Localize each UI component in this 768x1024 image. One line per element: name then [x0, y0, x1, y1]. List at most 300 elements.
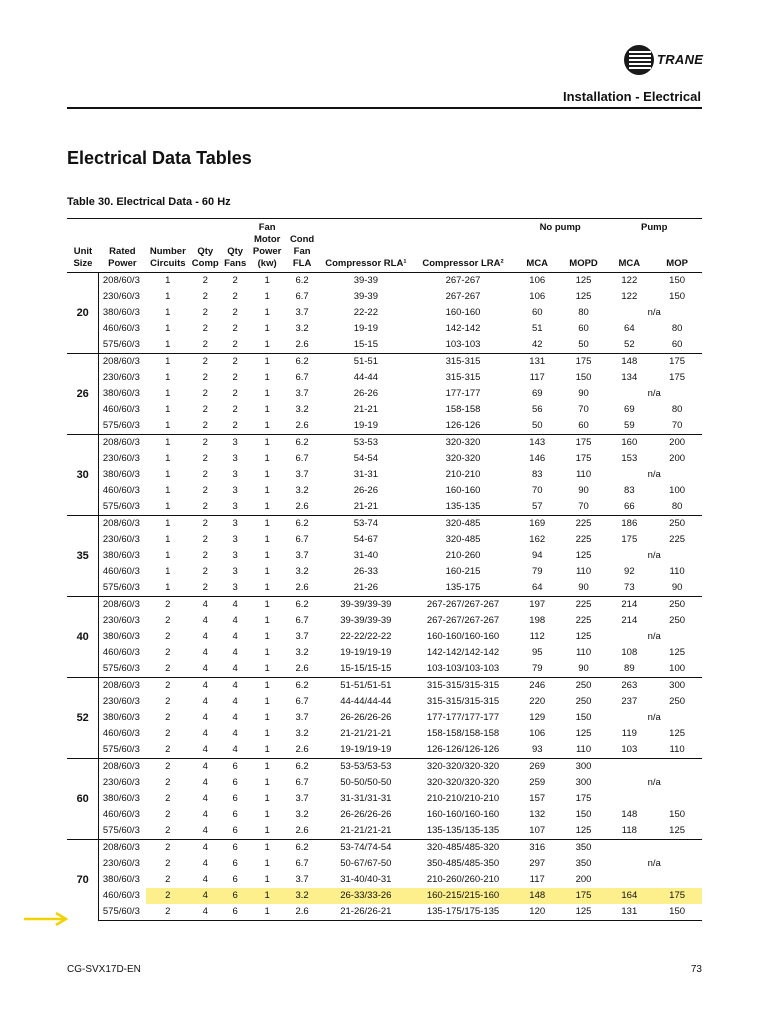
page-number: 73 — [690, 964, 702, 975]
section-title: Installation - Electrical — [563, 89, 701, 104]
table-row — [67, 823, 702, 840]
table-row — [67, 483, 702, 499]
no-pump-mca-cell: 107 — [529, 825, 546, 836]
rated-power-cell: 575/60/3 — [102, 501, 140, 512]
cond-fan-fla-cell: 6.7 — [295, 858, 309, 869]
compressor-lra-cell: 210-210/210-210 — [426, 793, 500, 804]
no-pump-mopd-cell: 150 — [575, 372, 592, 383]
no-pump-mca-cell: 129 — [529, 712, 546, 723]
qty-comp-cell: 4 — [202, 874, 208, 885]
compressor-rla-cell: 31-40/40-31 — [340, 874, 392, 885]
table-row — [67, 386, 702, 402]
rated-power-cell: 575/60/3 — [99, 904, 146, 921]
no-pump-mca-cell: 79 — [531, 663, 543, 674]
compressor-rla-cell: 19-19/19-19 — [340, 647, 392, 658]
no-pump-mopd-cell: 175 — [575, 793, 592, 804]
compressor-lra-cell: 160-160/160-160 — [426, 809, 500, 820]
circuits-cell: 2 — [146, 840, 190, 857]
unit-size-group — [67, 759, 702, 840]
table-row — [67, 872, 702, 888]
pump-mca-cell: 131 — [606, 904, 652, 921]
unit-size-group — [67, 678, 702, 759]
cond-fan-fla-cell: 6.2 — [285, 354, 320, 371]
compressor-lra-cell: 267-267 — [445, 291, 481, 302]
rated-power-cell: 460/60/3 — [102, 404, 140, 415]
cond-fan-fla-cell: 3.2 — [295, 323, 309, 334]
pump-mca-cell: 122 — [606, 273, 652, 290]
no-pump-mopd-cell: 300 — [561, 759, 607, 776]
pump-mca-cell: 214 — [606, 597, 652, 614]
compressor-lra-cell: 320-320/320-320 — [426, 777, 500, 788]
compressor-lra-cell: 177-177 — [445, 388, 481, 399]
qty-comp-cell: 4 — [202, 728, 208, 739]
no-pump-mca-cell: 220 — [529, 696, 546, 707]
rated-power-cell: 575/60/3 — [102, 420, 140, 431]
fan-motor-power-cell: 1 — [264, 307, 270, 318]
qty-comp-cell: 2 — [190, 273, 221, 290]
table-row — [67, 888, 702, 904]
qty-comp-cell: 2 — [190, 516, 221, 533]
fan-motor-power-cell: 1 — [264, 825, 270, 836]
qty-fans-cell: 6 — [232, 777, 238, 788]
fan-motor-power-cell: 1 — [250, 840, 285, 857]
col-qty-comp: Qty Comp — [190, 219, 221, 273]
no-pump-mca-cell: 117 — [529, 874, 545, 885]
table-row — [67, 516, 702, 533]
circuits-cell: 1 — [165, 404, 171, 415]
no-pump-mca-cell: 83 — [531, 469, 543, 480]
compressor-lra-cell: 267-267/267-267 — [412, 597, 514, 614]
no-pump-mca-cell: 131 — [514, 354, 561, 371]
circuits-cell: 1 — [165, 453, 171, 464]
page-title: Electrical Data Tables — [67, 148, 252, 168]
compressor-rla-cell: 50-67/67-50 — [340, 858, 392, 869]
rated-power-cell: 380/60/3 — [102, 307, 140, 318]
circuits-cell: 2 — [165, 615, 171, 626]
qty-fans-cell: 3 — [232, 485, 238, 496]
no-pump-mopd-cell: 110 — [575, 469, 592, 480]
qty-fans-cell: 6 — [232, 793, 238, 804]
fan-motor-power-cell: 1 — [264, 809, 270, 820]
pump-na-cell: n/a — [647, 777, 661, 788]
compressor-rla-cell: 39-39/39-39 — [340, 615, 392, 626]
no-pump-mopd-cell: 110 — [575, 647, 592, 658]
rated-power-cell: 208/60/3 — [99, 759, 146, 776]
table-row — [67, 661, 702, 678]
cond-fan-fla-cell: 3.7 — [295, 712, 309, 723]
cond-fan-fla-cell: 3.2 — [295, 728, 309, 739]
pump-na-cell: n/a — [647, 631, 661, 642]
pump-na-cell: n/a — [647, 388, 661, 399]
fan-motor-power-cell: 1 — [264, 631, 270, 642]
pump-mop-cell: 225 — [669, 534, 686, 545]
circuits-cell: 2 — [146, 904, 190, 921]
fan-motor-power-cell: 1 — [264, 874, 270, 885]
table-row — [67, 597, 702, 614]
compressor-lra-cell: 320-485 — [412, 516, 514, 533]
table-row — [67, 645, 702, 661]
cond-fan-fla-cell: 6.2 — [285, 840, 320, 857]
cond-fan-fla-cell: 2.6 — [295, 744, 309, 755]
no-pump-mopd-cell: 175 — [575, 453, 592, 464]
cond-fan-fla-cell: 6.2 — [285, 516, 320, 533]
compressor-rla-cell: 21-21/21-21 — [340, 728, 392, 739]
no-pump-mca-cell: 70 — [531, 485, 543, 496]
fan-motor-power-cell: 1 — [264, 485, 270, 496]
compressor-rla-cell: 31-31 — [353, 469, 378, 480]
table-row — [67, 273, 702, 290]
compressor-lra-cell: 160-160/160-160 — [426, 631, 500, 642]
unit-size-group — [67, 516, 702, 597]
rated-power-cell: 575/60/3 — [102, 744, 140, 755]
rated-power-cell: 208/60/3 — [99, 354, 146, 371]
pump-na-cell: n/a — [647, 858, 661, 869]
cond-fan-fla-cell: 3.7 — [295, 874, 309, 885]
cond-fan-fla-cell: 3.2 — [295, 647, 309, 658]
compressor-rla-cell: 21-21 — [353, 501, 378, 512]
qty-fans-cell: 4 — [232, 647, 238, 658]
fan-motor-power-cell: 1 — [264, 469, 270, 480]
no-pump-mopd-cell: 250 — [561, 678, 607, 695]
no-pump-mopd-cell: 175 — [561, 354, 607, 371]
circuits-cell: 1 — [146, 273, 190, 290]
pump-mop-cell: 125 — [669, 647, 686, 658]
pump-mca-cell: 122 — [621, 291, 638, 302]
cond-fan-fla-cell: 6.7 — [295, 534, 309, 545]
table-row — [67, 451, 702, 467]
qty-fans-cell: 3 — [221, 516, 250, 533]
no-pump-mca-cell: 269 — [514, 759, 561, 776]
qty-fans-cell: 3 — [232, 453, 238, 464]
no-pump-mopd-cell: 175 — [561, 888, 607, 904]
fan-motor-power-cell: 1 — [250, 678, 285, 695]
no-pump-mopd-cell: 300 — [575, 777, 592, 788]
no-pump-mopd-cell: 110 — [575, 744, 592, 755]
pump-mop-cell: 80 — [671, 323, 683, 334]
pump-mop-cell: 150 — [652, 904, 702, 921]
fan-motor-power-cell: 1 — [264, 744, 270, 755]
qty-fans-cell: 6 — [221, 840, 250, 857]
qty-comp-cell: 4 — [202, 647, 208, 658]
qty-comp-cell: 2 — [202, 582, 208, 593]
pump-mop-cell: 150 — [669, 809, 686, 820]
fan-motor-power-cell: 1 — [264, 663, 270, 674]
qty-fans-cell: 6 — [232, 809, 238, 820]
compressor-lra-cell: 350-485/485-350 — [426, 858, 500, 869]
pump-na-cell: n/a — [647, 550, 661, 561]
qty-comp-cell: 2 — [202, 420, 208, 431]
circuits-cell: 1 — [146, 516, 190, 533]
qty-fans-cell: 4 — [221, 597, 250, 614]
qty-fans-cell: 6 — [221, 904, 250, 921]
qty-fans-cell: 4 — [232, 696, 238, 707]
no-pump-mca-cell: 79 — [531, 566, 543, 577]
fan-motor-power-cell: 1 — [264, 728, 270, 739]
qty-comp-cell: 4 — [202, 777, 208, 788]
qty-fans-cell: 3 — [232, 550, 238, 561]
pump-mca-cell: 52 — [624, 339, 635, 350]
circuits-cell: 1 — [165, 485, 171, 496]
pump-mca-cell: 153 — [621, 453, 638, 464]
cond-fan-fla-cell: 6.2 — [285, 759, 320, 776]
no-pump-mca-cell: 148 — [514, 888, 561, 904]
table-row — [67, 678, 702, 695]
no-pump-mca-cell: 169 — [514, 516, 561, 533]
compressor-lra-cell: 135-135/135-135 — [426, 825, 500, 836]
compressor-lra-cell: 160-160 — [445, 307, 481, 318]
circuits-cell: 2 — [165, 825, 171, 836]
compressor-rla-cell: 19-19/19-19 — [340, 744, 392, 755]
compressor-rla-cell: 15-15 — [353, 339, 378, 350]
col-group-no-pump: No pump — [514, 219, 607, 249]
compressor-rla-cell: 53-74/74-54 — [320, 840, 413, 857]
cond-fan-fla-cell: 6.7 — [295, 453, 309, 464]
qty-fans-cell: 4 — [232, 728, 238, 739]
cond-fan-fla-cell: 3.2 — [295, 809, 309, 820]
pump-mop-cell: 150 — [669, 291, 686, 302]
cond-fan-fla-cell: 2.6 — [295, 825, 309, 836]
no-pump-mca-cell: 106 — [514, 273, 561, 290]
unit-size-group — [67, 840, 702, 921]
fan-motor-power-cell: 1 — [250, 516, 285, 533]
col-no-pump-mopd: MOPD — [561, 248, 607, 272]
rated-power-cell: 230/60/3 — [102, 372, 140, 383]
rated-power-cell: 208/60/3 — [99, 516, 146, 533]
fan-motor-power-cell: 1 — [264, 372, 270, 383]
table-row — [67, 402, 702, 418]
rated-power-cell: 380/60/3 — [102, 631, 140, 642]
rated-power-cell: 230/60/3 — [102, 291, 140, 302]
no-pump-mopd-cell: 225 — [561, 516, 607, 533]
rated-power-cell: 460/60/3 — [102, 809, 140, 820]
compressor-rla-cell: 22-22/22-22 — [340, 631, 392, 642]
no-pump-mopd-cell: 200 — [575, 874, 592, 885]
compressor-lra-cell: 103-103/103-103 — [426, 663, 500, 674]
no-pump-mca-cell: 297 — [529, 858, 546, 869]
no-pump-mopd-cell: 90 — [578, 388, 589, 399]
pump-mop-cell: 125 — [669, 825, 686, 836]
qty-comp-cell: 2 — [202, 566, 208, 577]
no-pump-mca-cell: 51 — [531, 323, 543, 334]
pump-mca-cell: 214 — [621, 615, 638, 626]
qty-comp-cell: 4 — [202, 744, 208, 755]
pump-mop-cell — [652, 791, 702, 807]
fan-motor-power-cell: 1 — [264, 793, 270, 804]
pump-mca-cell: 186 — [606, 516, 652, 533]
cond-fan-fla-cell: 6.7 — [295, 291, 309, 302]
no-pump-mopd-cell: 125 — [575, 291, 592, 302]
circuits-cell: 1 — [165, 469, 171, 480]
fan-motor-power-cell: 1 — [264, 615, 270, 626]
pump-na-cell: n/a — [647, 469, 661, 480]
pump-mca-cell: 148 — [621, 809, 638, 820]
cond-fan-fla-cell: 3.2 — [285, 888, 320, 904]
table-row — [67, 532, 702, 548]
circuits-cell: 2 — [146, 759, 190, 776]
table-row — [67, 289, 702, 305]
table-row — [67, 856, 702, 872]
unit-size-cell: 30 — [67, 435, 99, 516]
compressor-lra-cell: 103-103 — [445, 339, 481, 350]
qty-comp-cell: 4 — [190, 678, 221, 695]
compressor-rla-cell: 26-26 — [353, 485, 378, 496]
qty-comp-cell: 4 — [190, 597, 221, 614]
cond-fan-fla-cell: 6.7 — [295, 615, 309, 626]
qty-comp-cell: 4 — [202, 663, 208, 674]
qty-comp-cell: 4 — [202, 696, 208, 707]
rated-power-cell: 208/60/3 — [99, 597, 146, 614]
pump-mop-cell: 250 — [652, 516, 702, 533]
pump-mca-cell: 83 — [624, 485, 635, 496]
table-row — [67, 694, 702, 710]
compressor-rla-cell: 26-33/33-26 — [320, 888, 413, 904]
document-id: CG-SVX17D-EN — [67, 964, 141, 975]
table-row — [67, 418, 702, 435]
fan-motor-power-cell: 1 — [250, 888, 285, 904]
fan-motor-power-cell: 1 — [264, 582, 270, 593]
pump-mca-cell — [606, 872, 652, 888]
col-compressor-lra: Compressor LRA² — [412, 219, 514, 273]
no-pump-mopd-cell: 125 — [575, 825, 592, 836]
unit-size-cell: 70 — [67, 840, 99, 921]
no-pump-mopd-cell: 125 — [575, 550, 592, 561]
no-pump-mopd-cell: 150 — [575, 712, 592, 723]
fan-motor-power-cell: 1 — [250, 354, 285, 371]
rated-power-cell: 208/60/3 — [99, 840, 146, 857]
qty-comp-cell: 4 — [202, 712, 208, 723]
compressor-rla-cell: 51-51/51-51 — [320, 678, 413, 695]
pump-mop-cell — [652, 759, 702, 776]
no-pump-mopd-cell: 70 — [578, 404, 589, 415]
no-pump-mopd-cell: 175 — [561, 435, 607, 452]
circuits-cell: 2 — [165, 696, 171, 707]
cond-fan-fla-cell: 2.6 — [295, 501, 309, 512]
pump-mop-cell: 200 — [652, 435, 702, 452]
rated-power-cell: 460/60/3 — [102, 485, 140, 496]
circuits-cell: 1 — [165, 291, 171, 302]
pump-mca-cell — [606, 791, 652, 807]
cond-fan-fla-cell: 2.6 — [295, 582, 309, 593]
unit-size-cell: 35 — [67, 516, 99, 597]
qty-comp-cell: 2 — [202, 291, 208, 302]
compressor-rla-cell: 21-21/21-21 — [340, 825, 392, 836]
no-pump-mopd-cell: 80 — [578, 307, 589, 318]
qty-fans-cell: 6 — [232, 858, 238, 869]
no-pump-mca-cell: 259 — [529, 777, 546, 788]
qty-comp-cell: 4 — [190, 904, 221, 921]
compressor-lra-cell: 315-315 — [445, 372, 481, 383]
qty-fans-cell: 2 — [221, 354, 250, 371]
qty-comp-cell: 4 — [190, 888, 221, 904]
pump-mca-cell: 134 — [621, 372, 638, 383]
no-pump-mopd-cell: 90 — [578, 485, 589, 496]
cond-fan-fla-cell: 3.7 — [295, 550, 309, 561]
circuits-cell: 1 — [146, 354, 190, 371]
rated-power-cell: 208/60/3 — [99, 435, 146, 452]
compressor-lra-cell: 210-260 — [445, 550, 481, 561]
qty-comp-cell: 2 — [202, 323, 208, 334]
circuits-cell: 2 — [165, 858, 171, 869]
compressor-lra-cell: 267-267 — [412, 273, 514, 290]
qty-comp-cell: 4 — [202, 809, 208, 820]
pump-mop-cell: 250 — [669, 696, 686, 707]
circuits-cell: 1 — [165, 420, 171, 431]
fan-motor-power-cell: 1 — [264, 550, 270, 561]
pump-mca-cell: 64 — [624, 323, 635, 334]
col-number-circuits: Number Circuits — [146, 219, 190, 273]
qty-comp-cell: 4 — [202, 858, 208, 869]
cond-fan-fla-cell: 2.6 — [285, 904, 320, 921]
no-pump-mca-cell: 60 — [531, 307, 543, 318]
compressor-lra-cell: 320-485 — [445, 534, 481, 545]
qty-fans-cell: 6 — [232, 825, 238, 836]
pump-mop-cell — [652, 872, 702, 888]
qty-fans-cell: 2 — [232, 307, 238, 318]
pump-mca-cell: 148 — [606, 354, 652, 371]
pump-mca-cell: 164 — [606, 888, 652, 904]
rated-power-cell: 575/60/3 — [102, 825, 140, 836]
table-row — [67, 840, 702, 857]
rated-power-cell: 230/60/3 — [102, 858, 140, 869]
compressor-lra-cell: 158-158/158-158 — [426, 728, 500, 739]
qty-comp-cell: 2 — [202, 550, 208, 561]
compressor-lra-cell: 320-320 — [412, 435, 514, 452]
rated-power-cell: 380/60/3 — [102, 712, 140, 723]
pump-mop-cell: 70 — [671, 420, 683, 431]
circuits-cell: 1 — [165, 372, 171, 383]
no-pump-mca-cell: 146 — [529, 453, 546, 464]
no-pump-mca-cell: 106 — [529, 291, 546, 302]
qty-fans-cell: 4 — [232, 744, 238, 755]
qty-fans-cell: 6 — [221, 888, 250, 904]
qty-comp-cell: 4 — [202, 615, 208, 626]
no-pump-mopd-cell: 350 — [575, 858, 592, 869]
no-pump-mca-cell: 143 — [514, 435, 561, 452]
compressor-rla-cell: 39-39 — [320, 273, 413, 290]
no-pump-mca-cell: 246 — [514, 678, 561, 695]
rated-power-cell: 575/60/3 — [102, 339, 140, 350]
compressor-lra-cell: 135-175 — [445, 582, 481, 593]
pump-mop-cell: 200 — [669, 453, 686, 464]
compressor-lra-cell: 177-177/177-177 — [426, 712, 500, 723]
pump-mop-cell: 250 — [652, 597, 702, 614]
pump-mop-cell: 175 — [669, 372, 686, 383]
circuits-cell: 2 — [146, 678, 190, 695]
qty-fans-cell: 4 — [221, 678, 250, 695]
pump-mca-cell: 92 — [624, 566, 635, 577]
col-pump-mop: MOP — [652, 248, 702, 272]
rated-power-cell: 380/60/3 — [102, 874, 140, 885]
qty-fans-cell: 4 — [232, 615, 238, 626]
qty-comp-cell: 2 — [202, 307, 208, 318]
unit-size-cell: 26 — [67, 354, 99, 435]
table-row — [67, 726, 702, 742]
circuits-cell: 2 — [165, 728, 171, 739]
pump-mca-cell: 263 — [606, 678, 652, 695]
rated-power-cell: 380/60/3 — [102, 388, 140, 399]
qty-fans-cell: 3 — [232, 566, 238, 577]
circuits-cell: 2 — [165, 631, 171, 642]
col-fan-motor-power: Fan Motor Power (kw) — [250, 219, 285, 273]
fan-motor-power-cell: 1 — [264, 339, 270, 350]
cond-fan-fla-cell: 3.2 — [295, 485, 309, 496]
circuits-cell: 1 — [165, 566, 171, 577]
circuits-cell: 1 — [146, 435, 190, 452]
pump-mca-cell: 103 — [621, 744, 638, 755]
compressor-rla-cell: 54-54 — [353, 453, 378, 464]
qty-fans-cell: 3 — [221, 435, 250, 452]
compressor-lra-cell: 142-142/142-142 — [426, 647, 500, 658]
